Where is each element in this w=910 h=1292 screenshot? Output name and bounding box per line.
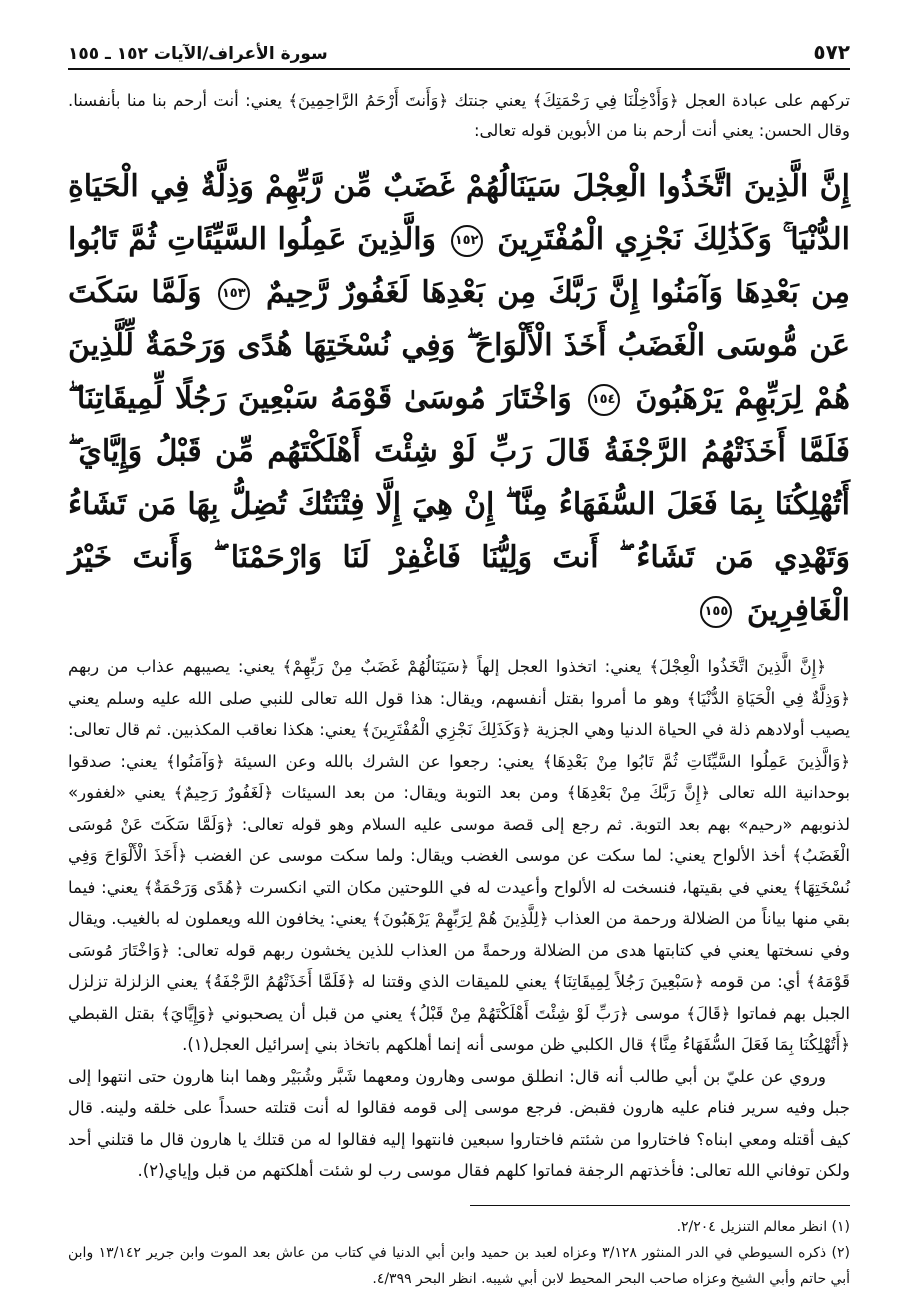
verse-152: إِنَّ الَّذِينَ اتَّخَذُوا الْعِجْلَ سَيَنَالُهُمْ غَضَبٌ مِّن رَّبِّهِمْ وَذِلَّةٌ فِي الْحَيَاةِ الدُّنْيَا ۚ وَكَذَٰلِكَ نَجْزِي الْمُفْتَرِينَ [68, 169, 850, 257]
page-number: ٥٧٢ [813, 40, 850, 64]
surah-title: سورة الأعراف/الآيات ١٥٢ ـ ١٥٥ [68, 44, 328, 64]
commentary-paragraph-2: وروي عن عليّ بن أبي طالب أنه قال: انطلق موسى وهارون ومعهما شَبَّر وشُبَيْر وهما ابنا هارون حتى انتهوا إلى جبل وفيه سرير فنام عليه هارون فقبض. فرجع موسى إلى قومه فقالوا له أنت قتلته حسداً على خلقه ولينه. قال كيف أقتله ومعي ابناه؟ فاختاروا من شئتم فاختاروا سبعين فانتهوا إليه فقالوا له من قتلك يا هارون قال ما قتلني أحد ولكن توفاني الله تعالى: فأخذتهم الرجفة فماتوا كلهم فقال موسى رب لو شئت أهلكتهم من قبل وإياي(٢). [68, 1066, 850, 1180]
commentary-paragraph-1: ﴿إِنَّ الَّذِينَ اتَّخَذُوا الْعِجْلَ﴾ يعني: اتخذوا العجل إلهاً ﴿سَيَنَالُهُمْ غَضَبٌ مِنْ رَبِّهِمْ﴾ يعني: يصيبهم عذاب من ربهم ﴿وَذِلَّةٌ فِي الْحَيَاةِ الدُّنْيَا﴾ وهو ما أمروا بقتل أنفسهم، ويقال: هذا قول الله تعالى للنبي صلى الله عليه وسلم يعني يصيب أولادهم ذلة في الحياة الدنيا وهي الجزية ﴿وَكَذَلِكَ نَجْزِي الْمُفْتَرِينَ﴾ يعني: هكذا نعاقب المكذبين. ثم قال تعالى: ﴿وَالَّذِينَ عَمِلُوا السَّيِّئَاتِ ثُمَّ تَابُوا مِنْ بَعْدِهَا﴾ يعني: رجعوا عن الشرك بالله وعن السيئة ﴿وَآمَنُوا﴾ يعني: صدقوا بوحدانية الله تعالى ﴿إِنَّ رَبَّكَ مِنْ بَعْدِهَا﴾ ومن بعد التوبة ويقال: من بعد السيئات ﴿لَغَفُورٌ رَحِيمٌ﴾ يعني «لغفور» لذنوبهم «رحيم» بهم بعد التوبة. ثم رجع إلى قصة موسى عليه السلام وهو قوله تعالى: ﴿وَلَمَّا سَكَتَ عَنْ مُوسَى الْغَضَبُ﴾ أخذ الألواح يعني: لما سكت عن موسى الغضب ويقال: ولما سكت موسى عن الغضب ﴿أَخَذَ الْأَلْوَاحَ وَفِي نُسْخَتِهَا﴾ يعني في بقيتها، فنسخت له الألواح وأعيدت له في اللوحتين مكان التي انكسرت ﴿هُدًى وَرَحْمَةٌ﴾ يعني: فيما بقي منها بياناً من الضلالة ورحمة من العذاب ﴿لِلَّذِينَ هُمْ لِرَبِّهِمْ يَرْهَبُونَ﴾ يعني: يخافون الله ويعملون له بالغيب. ويقال وفي نسختها يعني في كتابتها هدى من الضلالة ورحمةً من العذاب للذين يخشون ربهم قوله تعالى: ﴿وَاخْتَارَ مُوسَى قَوْمَهُ﴾ أي: من قومه ﴿سَبْعِينَ رَجُلاً لِمِيقَاتِنَا﴾ يعني للميقات الذي وقتنا له ﴿فَلَمَّا أَخَذَتْهُمُ الرَّجْفَةُ﴾ يعني الزلزلة تزلزل الجبل بهم فماتوا ﴿قَالَ﴾ موسى ﴿رَبِّ لَوْ شِئْتَ أَهْلَكْتَهُمْ مِنْ قَبْلُ﴾ يعني من قبل أن يصحبوني ﴿وَإِيَّايَ﴾ بقتل القبطي ﴿أَتُهْلِكُنَا بِمَا فَعَلَ السُّفَهَاءُ مِنَّا﴾ قال الكلبي ظن موسى أنه إنما أهلكهم باتخاذ بني إسرائيل العجل(١). [68, 657, 850, 1054]
verse-number-152: ١٥٢ [451, 225, 483, 257]
verse-number-153: ١٥٣ [218, 278, 250, 310]
verse-154: وَلَمَّا سَكَتَ عَن مُّوسَى الْغَضَبُ أَخَذَ الْأَلْوَاحَ ۖ وَفِي نُسْخَتِهَا هُدًى وَرَحْمَةٌ لِّلَّذِينَ هُمْ لِرَبِّهِمْ يَرْهَبُونَ [68, 275, 850, 416]
footnote-separator [470, 1205, 850, 1206]
verse-number-154: ١٥٤ [588, 384, 620, 416]
commentary [68, 651, 850, 1187]
verse-number-155: ١٥٥ [700, 596, 732, 628]
quran-verses [68, 160, 850, 637]
footnotes [68, 1214, 850, 1292]
footnote-2: (٢) ذكره السيوطي في الدر المنثور ٣/١٢٨ وعزاه لعبد بن حميد وابن أبي الدنيا في كتاب من عاش بعد الموت وابن جرير ١٣/١٤٢ وابن أبي حاتم وأبي الشيخ وعزاه صاحب البحر المحيط لابن أبي شيبه. انظر البحر ٤/٣٩٩. [68, 1244, 851, 1287]
verse-153: وَالَّذِينَ عَمِلُوا السَّيِّئَاتِ ثُمَّ تَابُوا مِن بَعْدِهَا وَآمَنُوا إِنَّ رَبَّكَ مِن بَعْدِهَا لَغَفُورٌ رَّحِيمٌ [68, 222, 850, 310]
running-header [68, 0, 850, 70]
footnote-1: (١) انظر معالم التنزيل ٢/٢٠٤. [676, 1218, 850, 1235]
verse-155: وَاخْتَارَ مُوسَىٰ قَوْمَهُ سَبْعِينَ رَجُلًا لِّمِيقَاتِنَا ۖ فَلَمَّا أَخَذَتْهُمُ الرَّجْفَةُ قَالَ رَبِّ لَوْ شِئْتَ أَهْلَكْتَهُم مِّن قَبْلُ وَإِيَّايَ ۖ أَتُهْلِكُنَا بِمَا فَعَلَ السُّفَهَاءُ مِنَّا ۖ إِنْ هِيَ إِلَّا فِتْنَتُكَ تُضِلُّ بِهَا مَن تَشَاءُ وَتَهْدِي مَن تَشَاءُ ۖ أَنتَ وَلِيُّنَا فَاغْفِرْ لَنَا وَارْحَمْنَا ۖ وَأَنتَ خَيْرُ الْغَافِرِينَ [68, 381, 850, 628]
intro-paragraph: تركهم على عبادة العجل ﴿وَأَدْخِلْنَا فِي رَحْمَتِكَ﴾ يعني جنتك ﴿وَأَنتَ أَرْحَمُ الرَّاحِمِينَ﴾ يعني: أنت أرحم بنا منا بأنفسنا. وقال الحسن: يعني أنت أرحم بنا من الأبوين قوله تعالى: [68, 91, 850, 140]
